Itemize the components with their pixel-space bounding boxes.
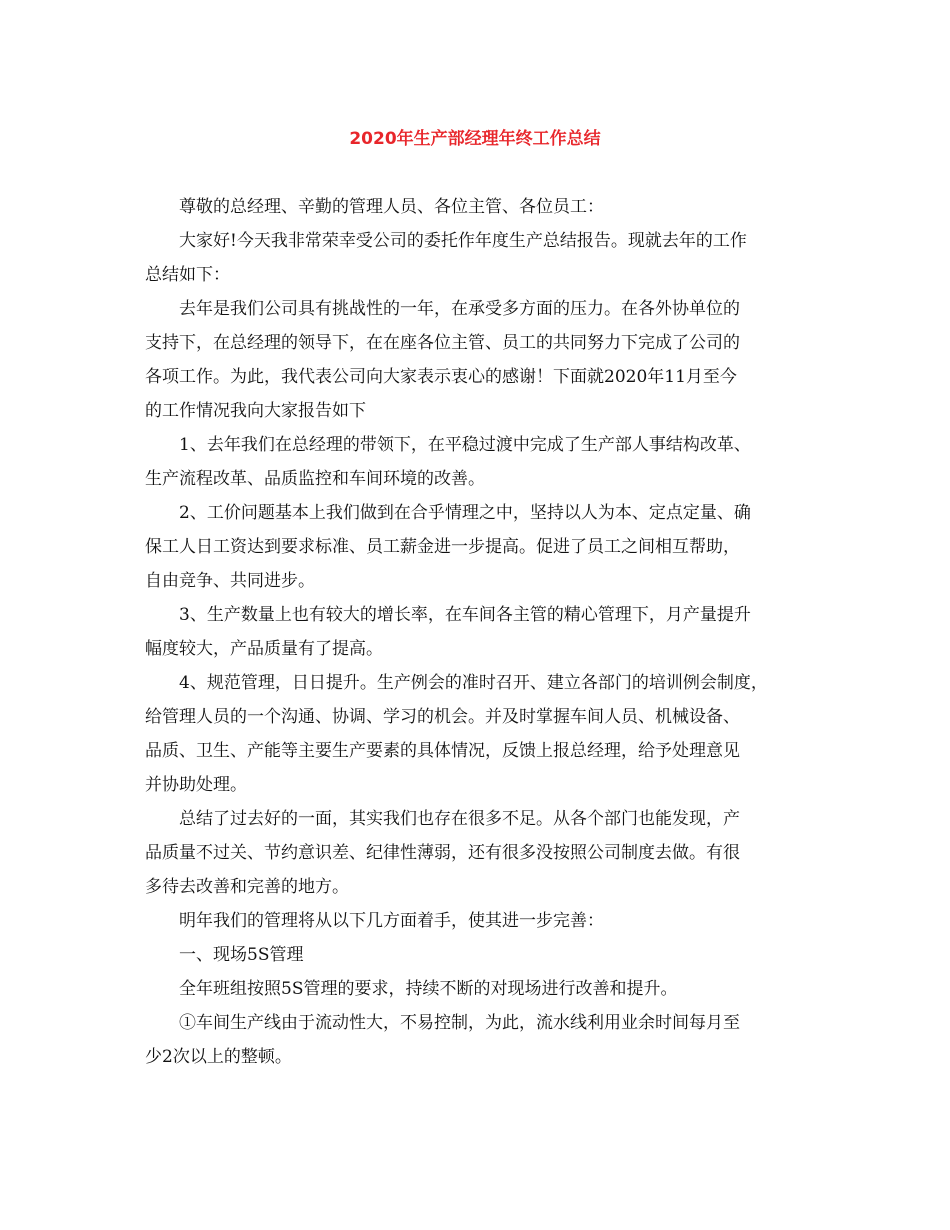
text-line: ①车间生产线由于流动性大，不易控制，为此，流水线利用业余时间每月至 bbox=[179, 1013, 740, 1033]
text-line: 去年是我们公司具有挑战性的一年，在承受多方面的压力。在各外协单位的 bbox=[179, 299, 740, 319]
text-line: 明年我们的管理将从以下几方面着手，使其进一步完善： bbox=[179, 911, 604, 931]
text-line: 总结了过去好的一面，其实我们也存在很多不足。从各个部门也能发现，产 bbox=[179, 809, 740, 829]
text-line: 1、去年我们在总经理的带领下，在平稳过渡中完成了生产部人事结构改革、 bbox=[179, 435, 751, 455]
text-line: 生产流程改革、品质监控和车间环境的改善。 bbox=[145, 469, 485, 489]
text-line: 2、工价问题基本上我们做到在合乎情理之中，坚持以人为本、定点定量、确 bbox=[179, 503, 751, 523]
text-line: 保工人日工资达到要求标准、员工薪金进一步提高。促进了员工之间相互帮助， bbox=[145, 537, 740, 557]
text-line: 多待去改善和完善的地方。 bbox=[145, 877, 349, 897]
document-title: 2020年生产部经理年终工作总结 bbox=[349, 129, 601, 149]
text-line: 大家好!今天我非常荣幸受公司的委托作年度生产总结报告。现就去年的工作 bbox=[179, 231, 747, 251]
document-body bbox=[145, 195, 825, 1079]
text-line: 自由竞争、共同进步。 bbox=[145, 571, 315, 591]
text-line: 支持下，在总经理的领导下，在在座各位主管、员工的共同努力下完成了公司的 bbox=[145, 333, 740, 353]
text-line: 的工作情况我向大家报告如下 bbox=[145, 401, 366, 421]
text-line: 并协助处理。 bbox=[145, 775, 247, 795]
text-line: 幅度较大，产品质量有了提高。 bbox=[145, 639, 383, 659]
text-line: 一、现场5S管理 bbox=[179, 945, 304, 965]
text-line: 总结如下： bbox=[145, 265, 230, 285]
text-line: 少2次以上的整顿。 bbox=[145, 1047, 292, 1067]
text-line: 品质、卫生、产能等主要生产要素的具体情况，反馈上报总经理，给予处理意见 bbox=[145, 741, 740, 761]
text-line: 尊敬的总经理、辛勤的管理人员、各位主管、各位员工： bbox=[179, 197, 604, 217]
text-line: 给管理人员的一个沟通、协调、学习的机会。并及时掌握车间人员、机械设备、 bbox=[145, 707, 740, 727]
text-line: 4、规范管理，日日提升。生产例会的准时召开、建立各部门的培训例会制度， bbox=[179, 673, 768, 693]
text-line: 全年班组按照5S管理的要求，持续不断的对现场进行改善和提升。 bbox=[179, 979, 678, 999]
text-line: 各项工作。为此，我代表公司向大家表示衷心的感谢！下面就2020年11月至今 bbox=[145, 367, 737, 387]
text-line: 品质量不过关、节约意识差、纪律性薄弱，还有很多没按照公司制度去做。有很 bbox=[145, 843, 740, 863]
text-line: 3、生产数量上也有较大的增长率，在车间各主管的精心管理下，月产量提升 bbox=[179, 605, 751, 625]
